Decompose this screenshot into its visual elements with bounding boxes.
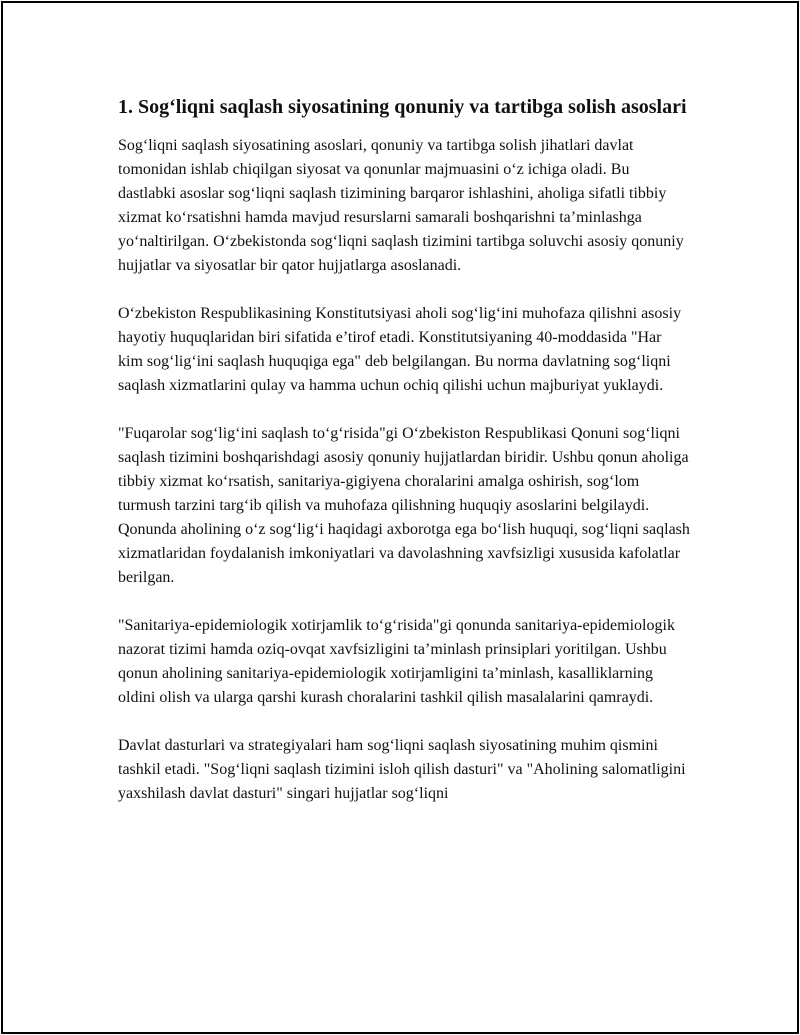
section-heading: 1. Sog‘liqni saqlash siyosatining qonuniy va tartibga solish asoslari [118, 96, 687, 118]
paragraph-state-programs: Davlat dasturlari va strategiyalari ham sog‘liqni saqlash siyosatining muhim qismini tashkil etadi. "Sog‘liqni saqlash tizimini isloh qilish dasturi" va "Aholining salomatligini yaxshilash davlat dasturi" singari hujjatlar sog‘liqni [118, 737, 686, 802]
paragraph-sanitary-law: "Sanitariya-epidemiologik xotirjamlik to‘g‘risida"gi qonunda sanitariya-epidemiologik nazorat tizimi hamda oziq-ovqat xavfsizligini ta’minlash prinsiplari yoritilgan. Ushbu qonun aholining sanitariya-epidemiologik xotirjamligini ta’minlash, kasalliklarning oldini olish va ularga qarshi kurash choralarini tashkil qilish masalalarini qamraydi. [118, 617, 675, 706]
paragraph-constitution: O‘zbekiston Respublikasining Konstitutsiyasi aholi sog‘lig‘ini muhofaza qilishni asosiy hayotiy huquqlaridan biri sifatida e’tirof etadi. Konstitutsiyaning 40-moddasida "Har kim sog‘lig‘ini saqlash huquqiga ega" deb belgilangan. Bu norma davlatning sog‘liqni saqlash xizmatlarini qulay va hamma uchun ochiq qilishi uchun majburiyat yuklaydi. [118, 305, 682, 394]
document-body [118, 94, 690, 830]
paragraph-citizens-health-law: "Fuqarolar sog‘lig‘ini saqlash to‘g‘risida"gi O‘zbekiston Respublikasi Qonuni sog‘liqni saqlash tizimini boshqarishdagi asosiy qonuniy hujjatlardan biridir. Ushbu qonun aholiga tibbiy xizmat ko‘rsatish, sanitariya-gigiyena choralarini amalga oshirish, sog‘lom turmush tarzini targ‘ib qilish va muhofaza qilishning huquqiy asoslarini belgilaydi. Qonunda aholining o‘z sog‘lig‘i haqidagi axborotga ega bo‘lish huquqi, sog‘liqni saqlash xizmatlaridan foydalanish imkoniyatlari va davolashning xavfsizligi xususida kafolatlar berilgan. [118, 425, 690, 586]
paragraph-introduction: Sog‘liqni saqlash siyosatining asoslari, qonuniy va tartibga solish jihatlari davlat tomonidan ishlab chiqilgan siyosat va qonunlar majmuasini o‘z ichiga oladi. Bu dastlabki asoslar sog‘liqni saqlash tizimining barqaror ishlashini, aholiga sifatli tibbiy xizmat ko‘rsatishni hamda mavjud resurslarni samarali boshqarishni ta’minlashga yo‘naltirilgan. O‘zbekistonda sog‘liqni saqlash tizimini tartibga soluvchi asosiy qonuniy hujjatlar va siyosatlar bir qator hujjatlarga asoslanadi. [118, 137, 684, 274]
